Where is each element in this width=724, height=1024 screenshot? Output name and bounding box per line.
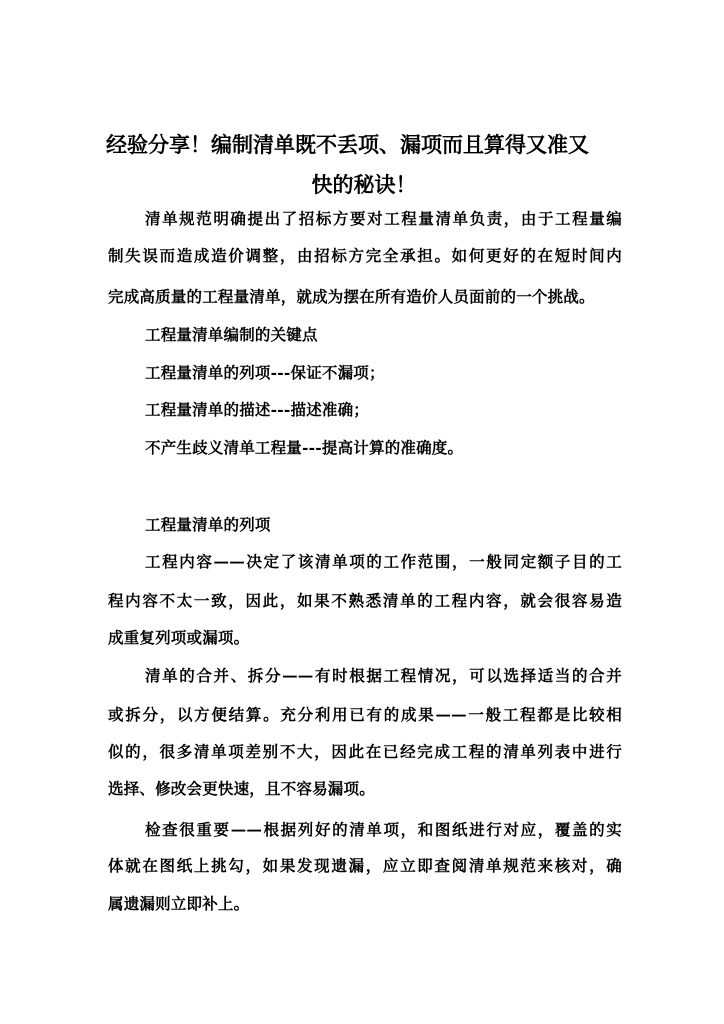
para2-line-3: 似的，很多清单项差别不大，因此在已经完成工程的清单列表中进行 xyxy=(108,742,622,761)
section-heading: 工程量清单的列项 xyxy=(145,515,271,534)
para2-line-4: 选择、修改会更快速，且不容易漏项。 xyxy=(108,779,375,798)
intro-line-1: 清单规范明确提出了招标方要对工程量清单负责，由于工程量编 xyxy=(145,209,622,228)
para3-line-1: 检查很重要——根据列好的清单项，和图纸进行对应，覆盖的实 xyxy=(145,820,622,839)
para1-line-1: 工程内容——决定了该清单项的工作范围，一般同定额子目的工 xyxy=(145,552,622,571)
para2-line-1: 清单的合并、拆分——有时根据工程情况，可以选择适当的合并 xyxy=(145,666,622,685)
para2-line-2: 或拆分，以方便结算。充分利用已有的成果——一般工程都是比较相 xyxy=(108,705,622,724)
document-title-line-2: 快的秘诀！ xyxy=(311,172,417,197)
key-point-item-2: 工程量清单的描述---描述准确； xyxy=(145,400,370,419)
key-points-heading: 工程量清单编制的关键点 xyxy=(145,325,318,344)
para3-line-2: 体就在图纸上挑勾，如果发现遗漏，应立即查阅清单规范来核对，确 xyxy=(108,856,622,875)
para3-line-3: 属遗漏则立即补上。 xyxy=(108,894,250,913)
intro-line-2: 制失误而造成造价调整，由招标方完全承担。如何更好的在短时间内 xyxy=(108,246,622,265)
para1-line-2: 程内容不太一致，因此，如果不熟悉清单的工程内容，就会很容易造 xyxy=(108,591,622,610)
document-title-line-1: 经验分享！编制清单既不丢项、漏项而且算得又准又 xyxy=(106,132,589,157)
key-point-item-1: 工程量清单的列项---保证不漏项； xyxy=(145,363,385,382)
key-point-item-3: 不产生歧义清单工程量---提高计算的准确度。 xyxy=(145,438,464,457)
para1-line-3: 成重复列项或漏项。 xyxy=(108,628,250,647)
intro-line-3: 完成高质量的工程量清单，就成为摆在所有造价人员面前的一个挑战。 xyxy=(108,287,595,306)
